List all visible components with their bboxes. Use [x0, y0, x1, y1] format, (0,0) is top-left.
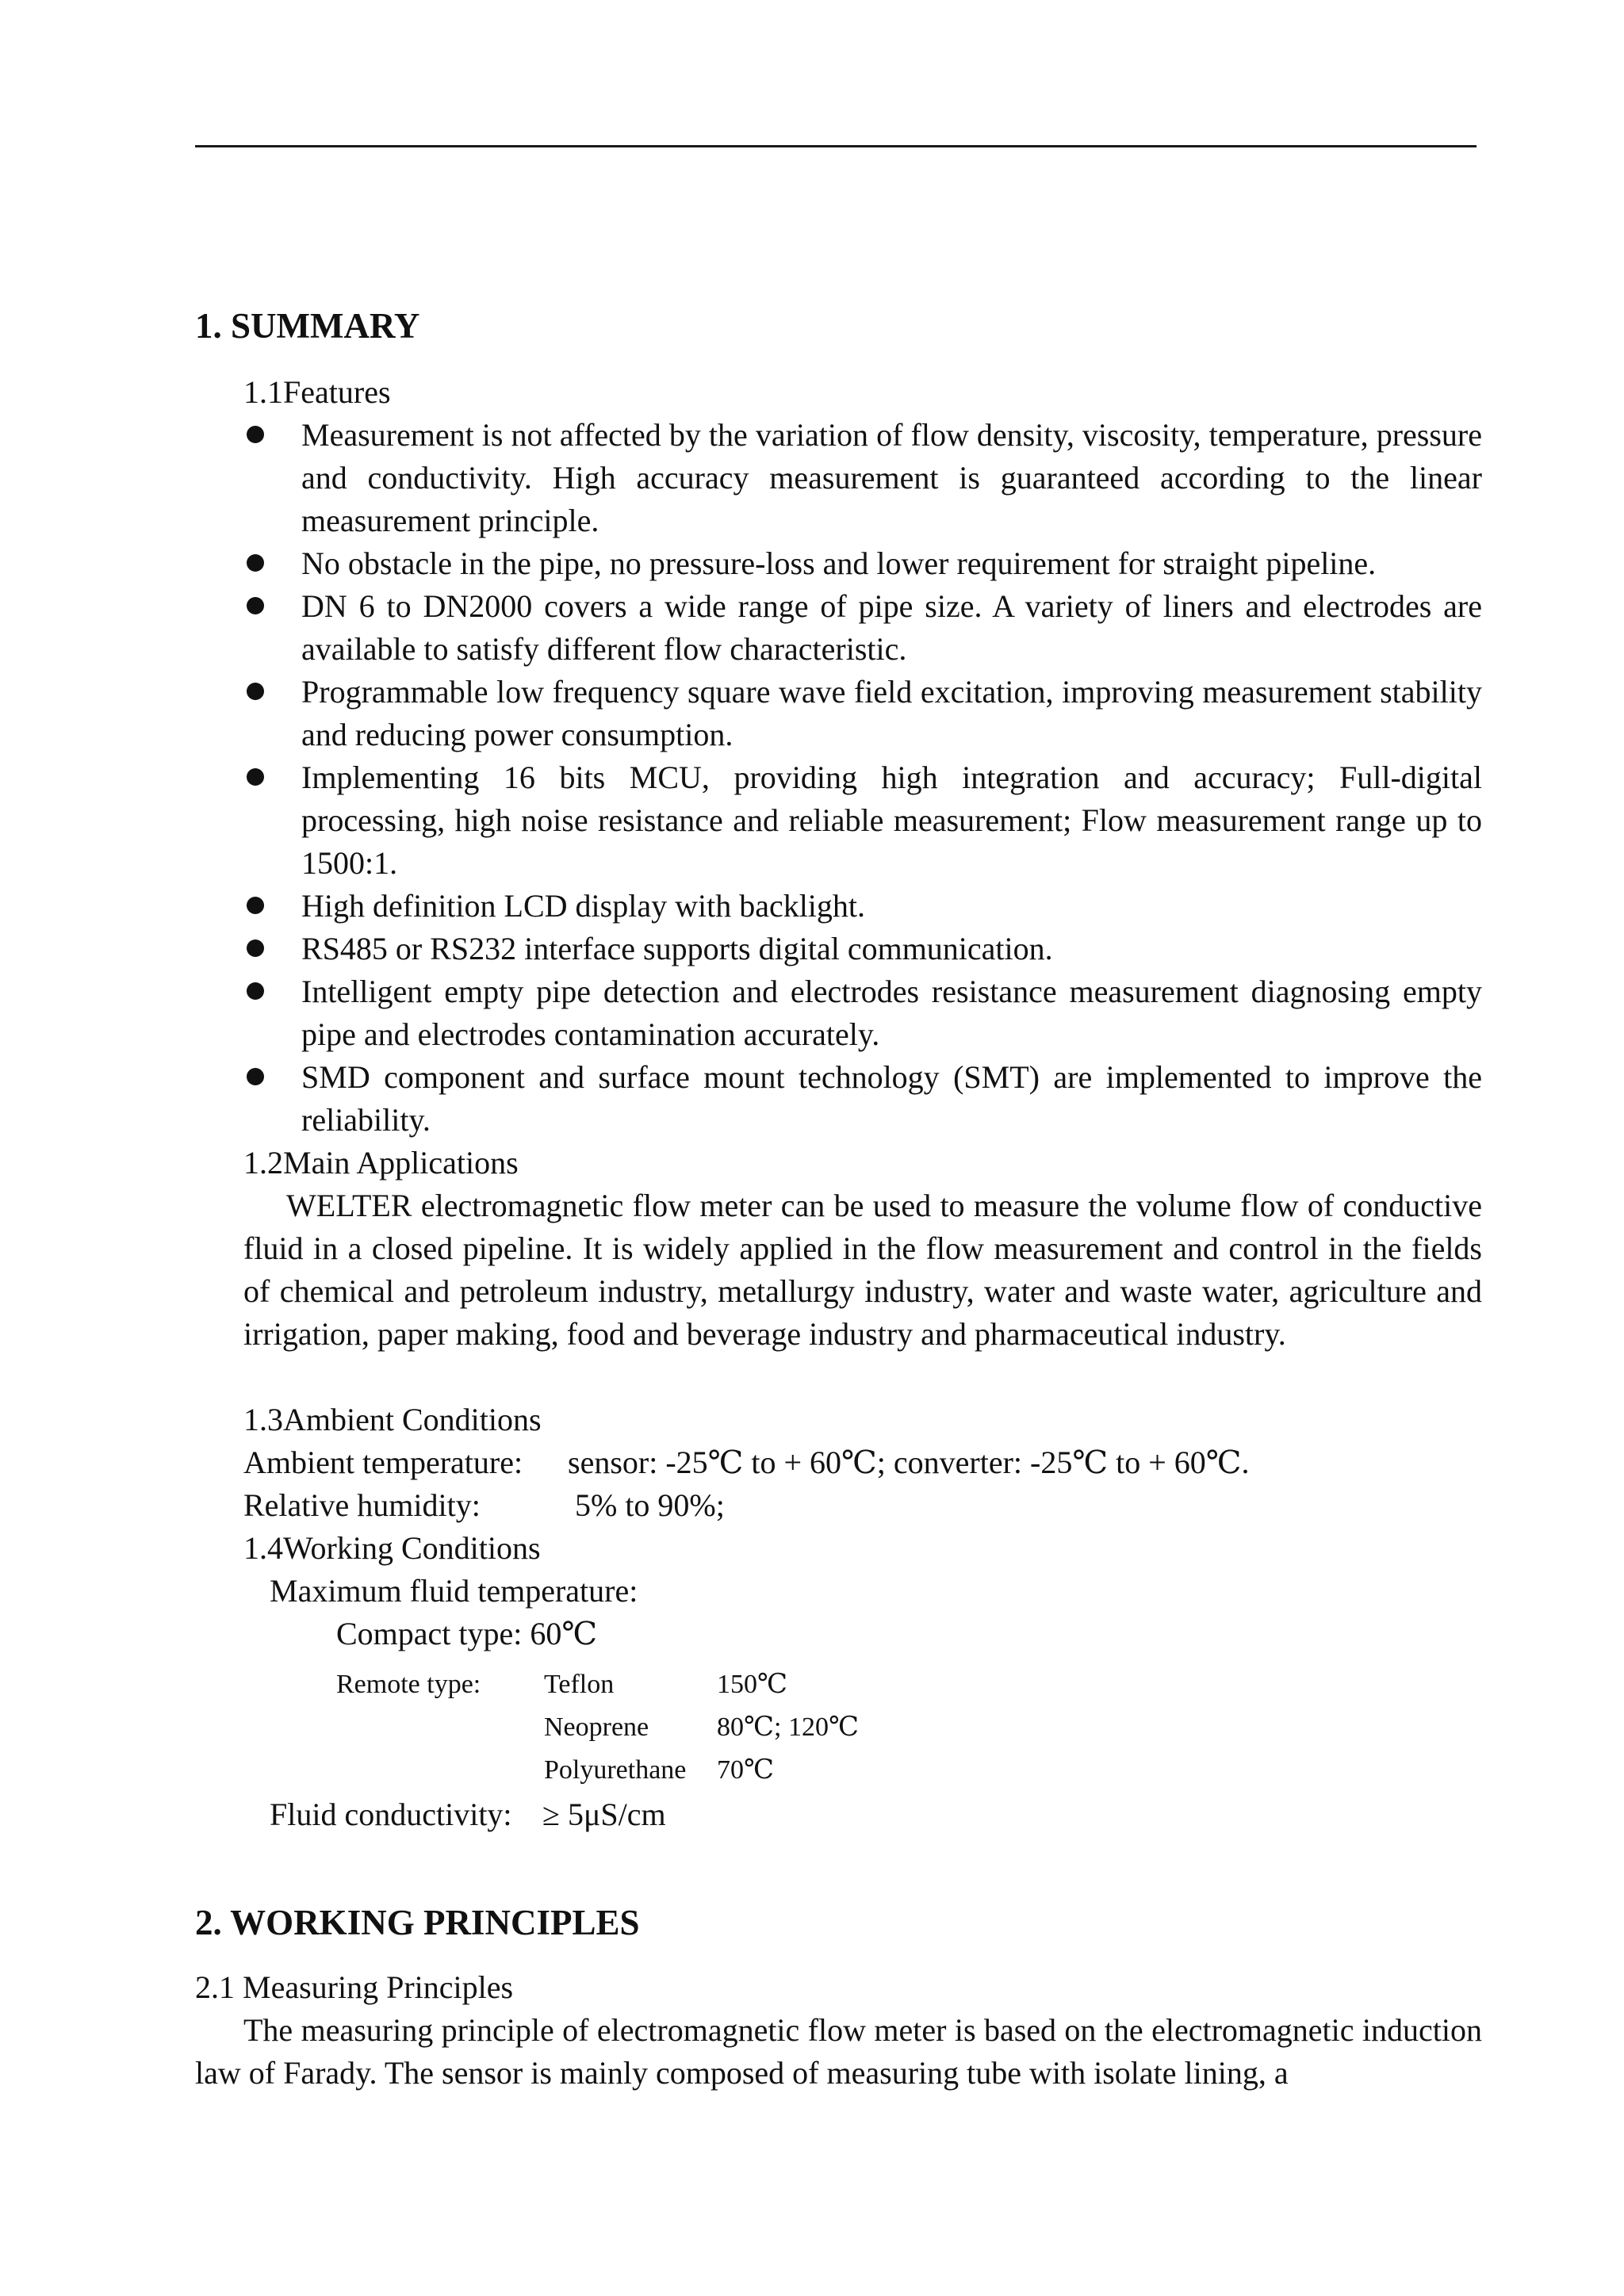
measuring-principles-title: 2.1 Measuring Principles	[195, 1969, 514, 2005]
feature-item	[243, 1056, 1482, 1142]
features-title: 1.1Features	[243, 374, 391, 410]
ambient-temperature-value: sensor: -25℃ to + 60℃; converter: -25℃ to + 60℃.	[568, 1445, 1250, 1480]
feature-text: Implementing 16 bits MCU, providing high integration and accuracy; Full-digital processing, high noise resistance and reliable measurement; Flow measurement range up to 1500:1.	[301, 760, 1482, 881]
bullet-dot-icon	[247, 1068, 264, 1085]
header-rule	[195, 145, 1477, 147]
feature-text: Measurement is not affected by the variation of flow density, viscosity, temperature, pressure and conductivity. High accuracy measurement is guaranteed according to the linear measurement principle.	[301, 417, 1482, 538]
bullet-dot-icon	[247, 982, 264, 1000]
feature-text: High definition LCD display with backlight.	[301, 888, 866, 924]
liner-temp: 150℃	[717, 1670, 788, 1699]
bullet-dot-icon	[247, 939, 264, 957]
humidity-label: Relative humidity:	[243, 1487, 481, 1523]
conductivity-label: Fluid conductivity:	[270, 1797, 512, 1832]
bullet-dot-icon	[247, 683, 264, 700]
bullet-dot-icon	[247, 597, 264, 614]
feature-item	[243, 671, 1482, 756]
liner-name: Teflon	[544, 1670, 615, 1699]
feature-text: RS485 or RS232 interface supports digital communication.	[301, 931, 1053, 966]
working-title: 1.4Working Conditions	[243, 1530, 541, 1566]
bullet-dot-icon	[247, 426, 264, 443]
section-1-heading: 1. SUMMARY	[195, 306, 420, 346]
feature-text: Intelligent empty pipe detection and electrodes resistance measurement diagnosing empty pipe and electrodes contamination accurately.	[301, 974, 1482, 1052]
bullet-dot-icon	[247, 768, 264, 786]
humidity-value: 5% to 90%;	[575, 1487, 725, 1523]
conductivity-value: ≥ 5μS/cm	[542, 1797, 666, 1832]
feature-text: DN 6 to DN2000 covers a wide range of pipe size. A variety of liners and electrodes are available to satisfy different flow characteristic.	[301, 588, 1482, 667]
feature-item	[243, 585, 1482, 671]
feature-item	[243, 928, 1482, 970]
feature-text: Programmable low frequency square wave field excitation, improving measurement stability and reducing power consumption.	[301, 674, 1482, 752]
feature-item	[243, 756, 1482, 885]
applications-text: WELTER electromagnetic flow meter can be used to measure the volume flow of conductive fluid in a closed pipeline. It is widely applied in the flow measurement and control in the fields of chemical and petroleum industry, metallurgy industry, water and waste water, agriculture and irrigation, paper making, food and beverage industry and pharmaceutical industry.	[243, 1188, 1482, 1352]
max-temp-label: Maximum fluid temperature:	[270, 1573, 638, 1609]
bullet-dot-icon	[247, 554, 264, 572]
feature-text: No obstacle in the pipe, no pressure-loss and lower requirement for straight pipeline.	[301, 545, 1377, 581]
feature-item	[243, 970, 1482, 1056]
ambient-title: 1.3Ambient Conditions	[243, 1402, 542, 1437]
measuring-principles-text: The measuring principle of electromagnetic flow meter is based on the electromagnetic induction law of Farady. The sensor is mainly composed of measuring tube with isolate lining, a	[195, 2012, 1482, 2091]
liner-name: Polyurethane	[544, 1755, 687, 1785]
remote-type-label: Remote type:	[336, 1670, 481, 1699]
feature-text: SMD component and surface mount technology (SMT) are implemented to improve the reliability.	[301, 1059, 1482, 1138]
section-2-heading: 2. WORKING PRINCIPLES	[195, 1903, 640, 1942]
features-list	[243, 414, 1482, 1142]
compact-type: Compact type: 60℃	[336, 1616, 598, 1651]
bullet-dot-icon	[247, 897, 264, 914]
feature-item	[243, 414, 1482, 542]
ambient-temperature-label: Ambient temperature:	[243, 1445, 523, 1480]
applications-title: 1.2Main Applications	[243, 1145, 519, 1181]
liner-name: Neoprene	[544, 1712, 649, 1742]
feature-item	[243, 885, 1482, 928]
liner-temp: 70℃	[717, 1755, 775, 1785]
feature-item	[243, 542, 1482, 585]
liner-temp: 80℃; 120℃	[717, 1712, 860, 1742]
